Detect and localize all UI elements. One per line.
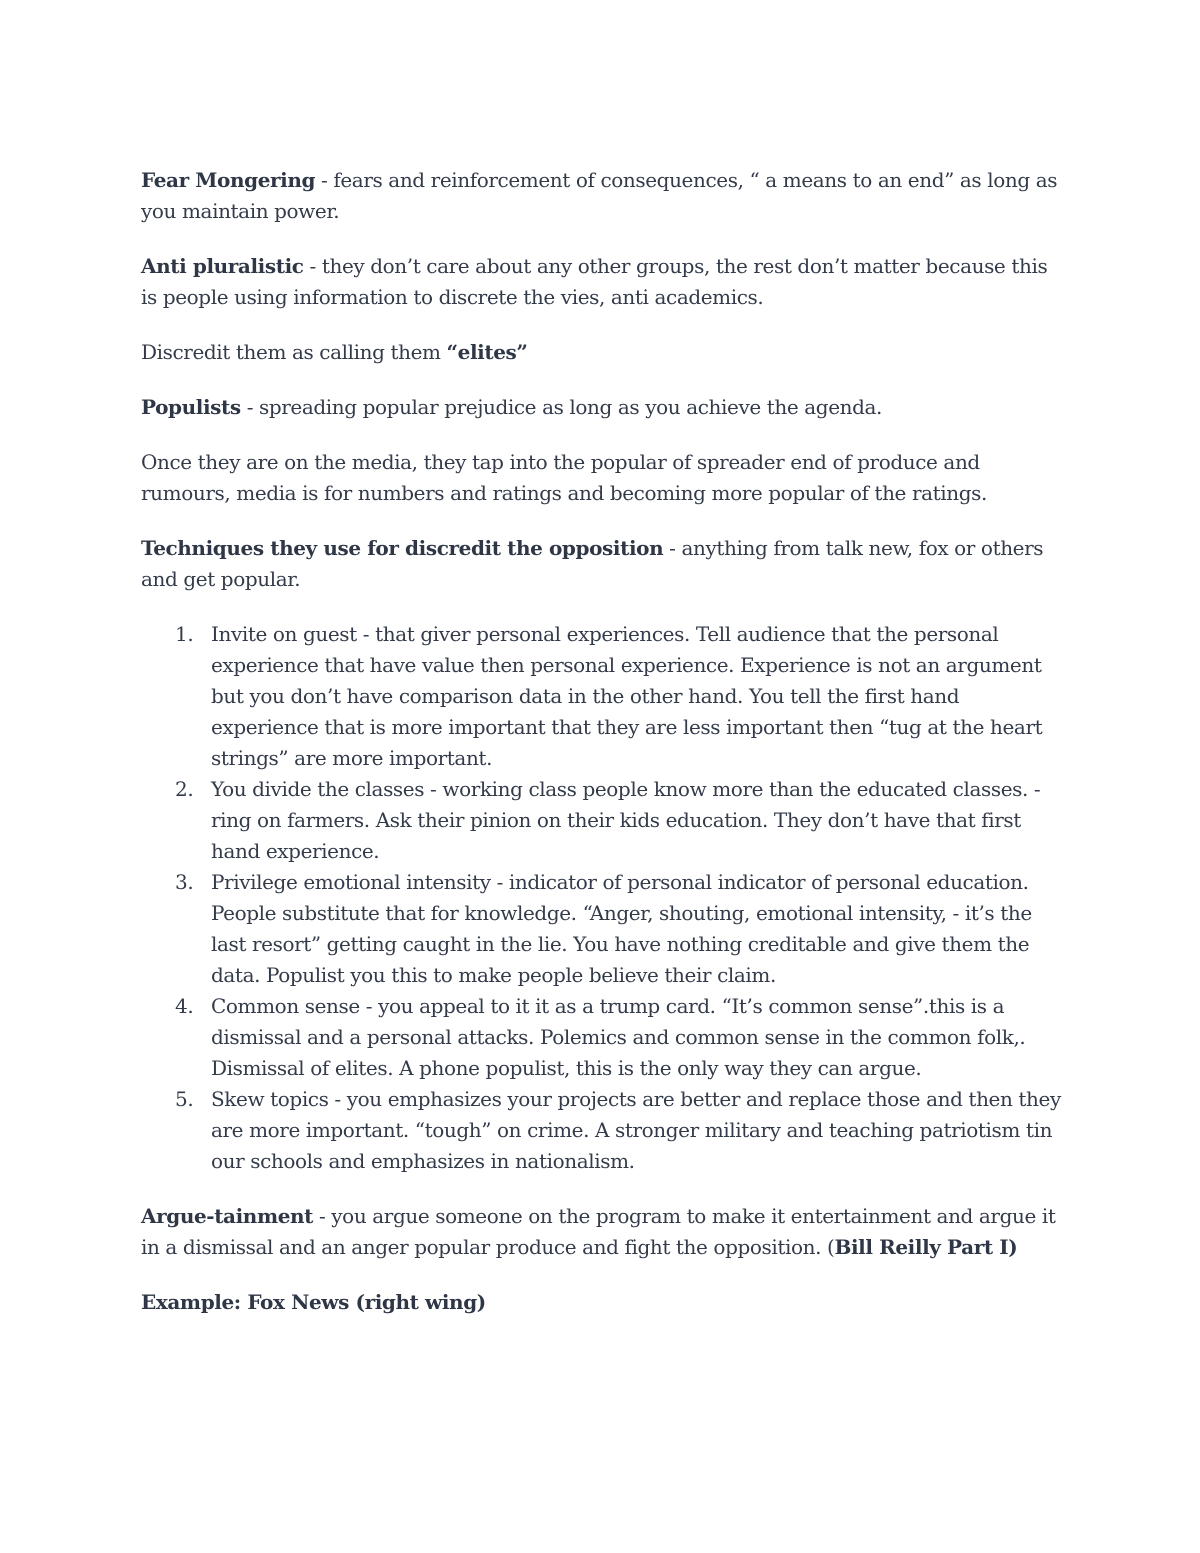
definition-anti-pluralistic: - they don’t care about any other groups, the rest don’t matter because this is people using information to discrete the vies, anti academics. — [141, 254, 1048, 309]
definition-populists: - spreading popular prejudice as long as you achieve the agenda. — [240, 395, 882, 419]
discredit-text: Discredit them as calling them — [141, 340, 447, 364]
media-text: Once they are on the media, they tap into the popular of spreader end of produce and rumours, media is for numbers and ratings and becoming more popular of the ratings. — [141, 450, 987, 505]
list-item-number: 5. — [175, 1087, 194, 1111]
definition-argue-tainment: - you argue someone on the program to make it entertainment and argue it in a dismissal and an anger popular produce and fight the opposition. ( — [141, 1204, 1056, 1259]
discredit-elites: “elites” — [446, 340, 528, 364]
term-fear-mongering: Fear Mongering — [141, 168, 316, 192]
example-heading: Example: Fox News (right wing) — [141, 1290, 486, 1314]
paragraph-discredit — [141, 337, 1066, 368]
document-body — [141, 165, 1066, 1342]
list-item-text: You divide the classes - working class people know more than the educated classes. - ring on farmers. Ask their pinion on their kids education. They don’t have that first hand experience. — [211, 777, 1041, 863]
paragraph-media — [141, 447, 1066, 509]
list-item — [141, 867, 1066, 991]
argue-tainment-citation: Bill Reilly Part I) — [834, 1235, 1018, 1259]
list-item — [141, 991, 1066, 1084]
list-item-number: 3. — [175, 870, 194, 894]
list-item-text: Skew topics - you emphasizes your projects are better and replace those and then they are more important. “tough” on crime. A stronger military and teaching patriotism tin our schools and emphasizes in nationalism. — [211, 1087, 1061, 1173]
term-techniques: Techniques they use for discredit the opposition — [141, 536, 664, 560]
paragraph-argue-tainment — [141, 1201, 1066, 1263]
list-item — [141, 1084, 1066, 1177]
paragraph-fear-mongering — [141, 165, 1066, 227]
list-item — [141, 774, 1066, 867]
list-item-text: Common sense - you appeal to it it as a trump card. “It’s common sense”.this is a dismissal and a personal attacks. Polemics and common sense in the common folk,. Dismissal of elites. A phone populist, this is the only way they can argue. — [211, 994, 1026, 1080]
list-item-text: Invite on guest - that giver personal experiences. Tell audience that the personal experience that have value then personal experience. Experience is not an argument but you don’t have comparison data in the other hand. You tell the first hand experience that is more important that they are less important then “tug at the heart strings” are more important. — [211, 622, 1043, 770]
definition-fear-mongering: - fears and reinforcement of consequences, “ a means to an end” as long as you maintain power. — [141, 168, 1058, 223]
techniques-list — [141, 619, 1066, 1177]
list-item — [141, 619, 1066, 774]
list-item-number: 4. — [175, 994, 194, 1018]
paragraph-techniques — [141, 533, 1066, 595]
paragraph-example — [141, 1287, 1066, 1318]
term-anti-pluralistic: Anti pluralistic — [141, 254, 304, 278]
list-item-text: Privilege emotional intensity - indicator of personal indicator of personal education. People substitute that for knowledge. “Anger, shouting, emotional intensity, - it’s the last resort” getting caught in the lie. You have nothing creditable and give them the data. Populist you this to make people believe their claim. — [211, 870, 1032, 987]
paragraph-anti-pluralistic — [141, 251, 1066, 313]
definition-techniques: - anything from talk new, fox or others and get popular. — [141, 536, 1044, 591]
list-item-number: 1. — [175, 622, 194, 646]
term-populists: Populists — [141, 395, 241, 419]
term-argue-tainment: Argue-tainment — [141, 1204, 314, 1228]
paragraph-populists — [141, 392, 1066, 423]
list-item-number: 2. — [175, 777, 194, 801]
